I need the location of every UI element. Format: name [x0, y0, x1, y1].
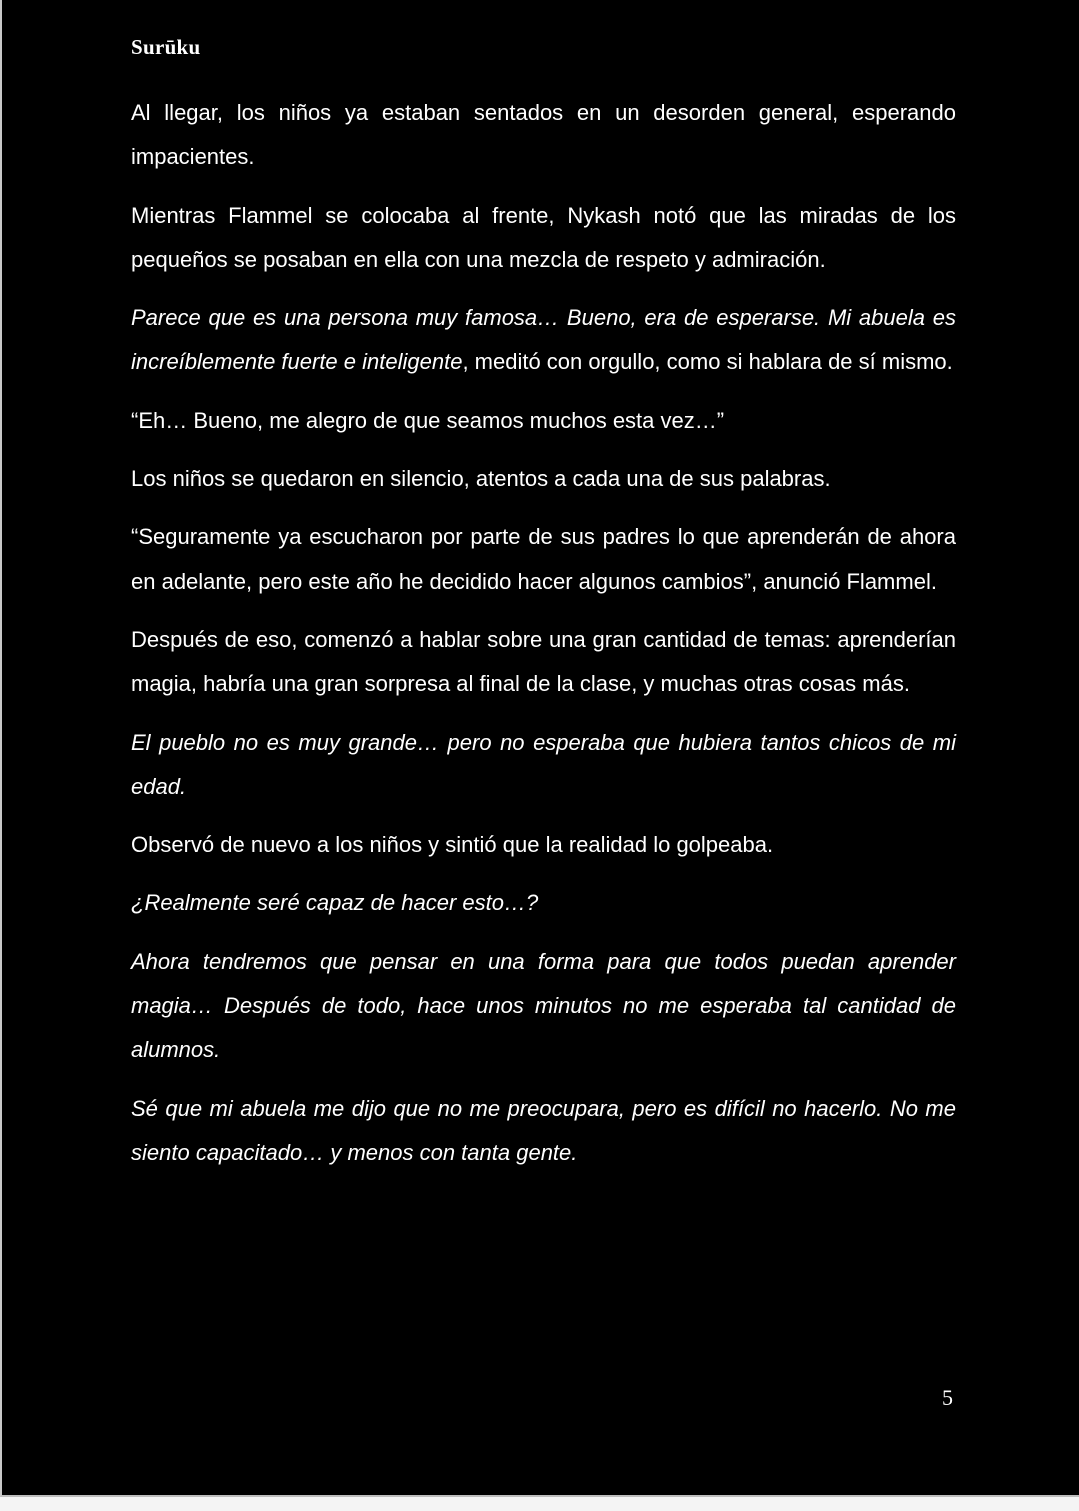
paragraph-11-thought: Ahora tendremos que pensar en una forma para que todos puedan aprender magia… Después de todo, hace unos minutos no me esperaba tal cantidad de alumnos. [131, 948, 956, 1063]
paragraph-5: Los niños se quedaron en silencio, atentos a cada una de sus palabras. [131, 466, 831, 492]
paragraph-8-thought: El pueblo no es muy grande… pero no esperaba que hubiera tantos chicos de mi edad. [131, 729, 956, 799]
paragraph-2: Mientras Flammel se colocaba al frente, Nykash notó que las miradas de los pequeños se posaban en ella con una mezcla de respeto y admiración. [131, 202, 956, 272]
paragraph-7: Después de eso, comenzó a hablar sobre una gran cantidad de temas: aprenderían magia, habría una gran sorpresa al final de la clase, y muchas otras cosas más. [131, 626, 956, 697]
paragraph-12-thought: Sé que mi abuela me dijo que no me preocupara, pero es difícil no hacerlo. No me siento capacitado… y menos con tanta gente. [131, 1095, 956, 1165]
paragraph-1: Al llegar, los niños ya estaban sentados en un desorden general, esperando impacientes. [131, 100, 956, 170]
paragraph-9: Observó de nuevo a los niños y sintió que la realidad lo golpeaba. [131, 832, 774, 858]
page-number: 5 [942, 1385, 953, 1410]
running-header-title: Surūku [131, 35, 201, 59]
body-text [131, 91, 956, 1189]
paragraph-10-thought: ¿Realmente seré capaz de hacer esto…? [131, 890, 539, 916]
paragraph-4-dialogue: “Eh… Bueno, me alegro de que seamos muchos esta vez…” [131, 407, 725, 433]
paragraph-6-dialogue: “Seguramente ya escucharon por parte de sus padres lo que aprenderán de ahora en adelante, pero este año he decidido hacer algunos cambios”, anunció Flammel. [131, 524, 956, 594]
paragraph-3-narration: , meditó con orgullo, como si hablara de sí mismo. [462, 349, 953, 375]
paragraph-3 [131, 296, 956, 385]
paragraph-3-thought: Parece que es una persona muy famosa… Bueno, era de esperarse. Mi abuela es increíblemente fuerte e inteligente [131, 305, 956, 375]
